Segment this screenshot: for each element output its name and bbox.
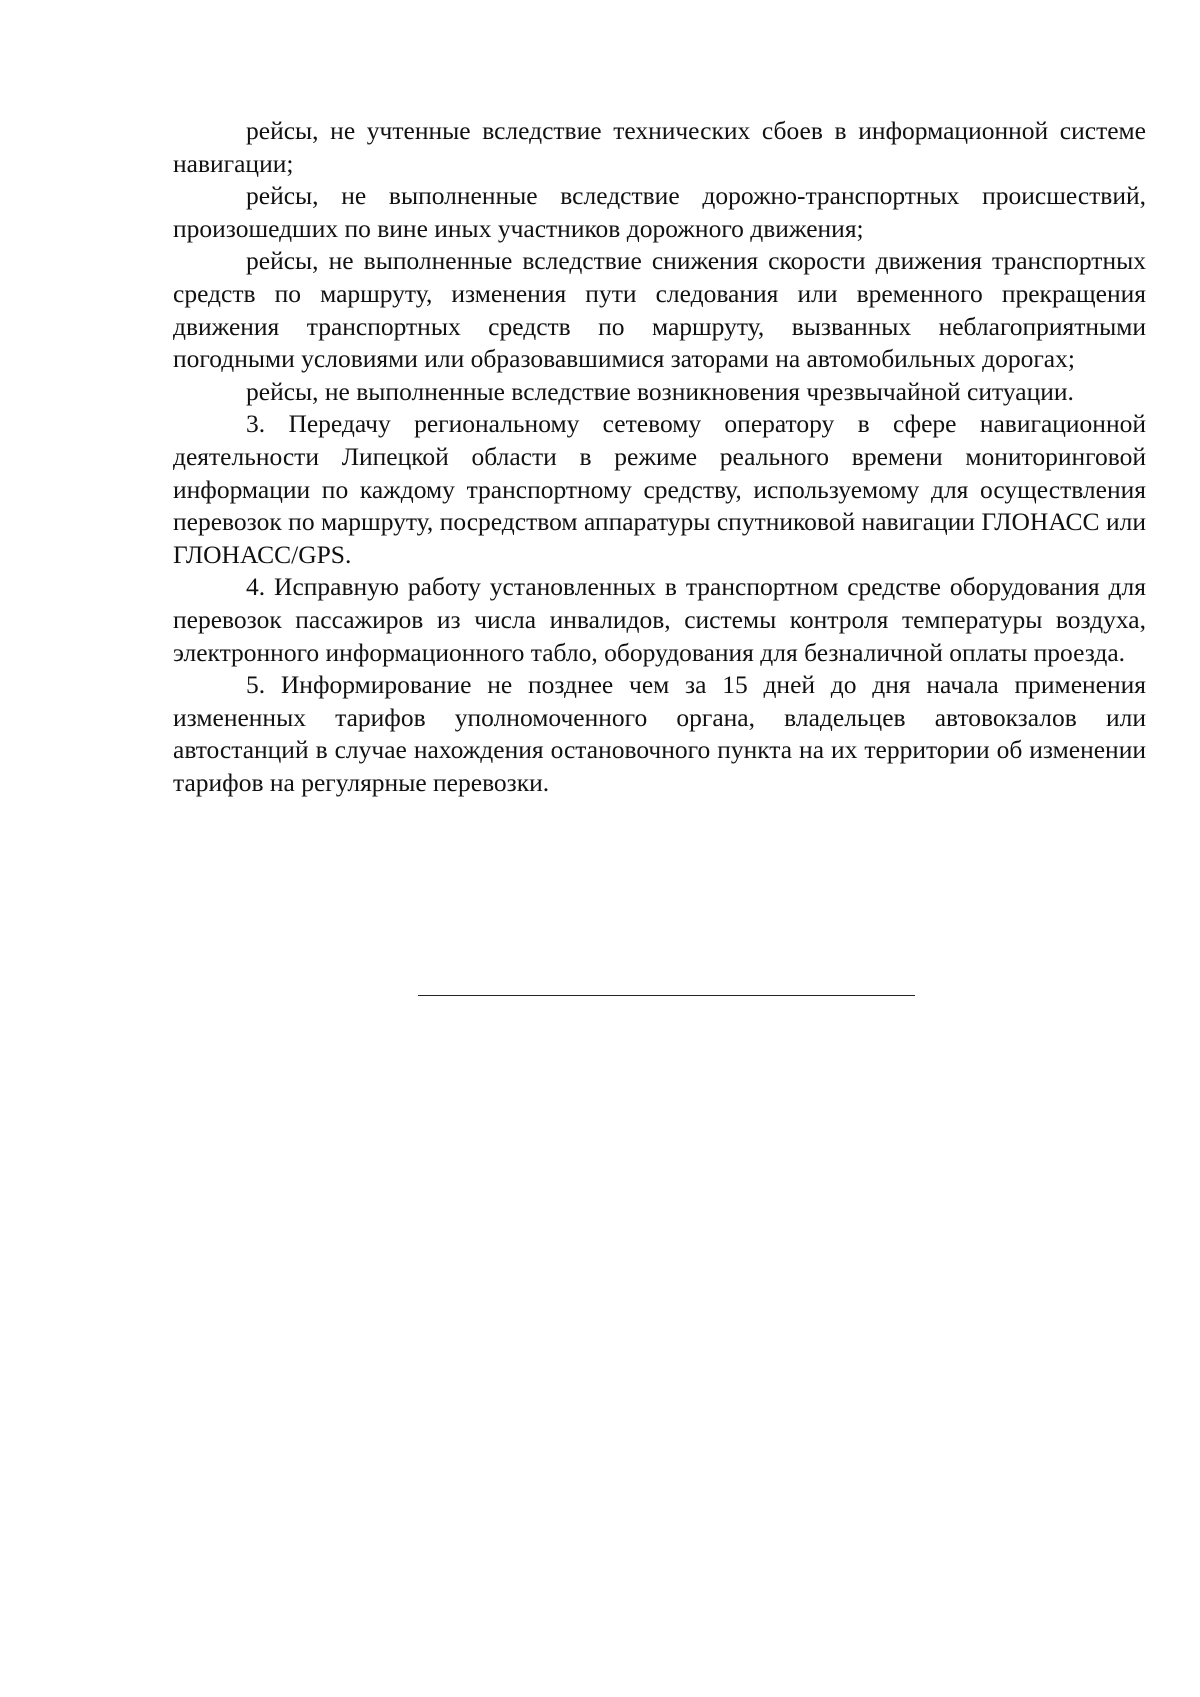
document-body (173, 115, 1146, 799)
paragraph-trips-accidents: рейсы, не выполненные вследствие дорожно-транспортных происшествий, произошедших по вине иных участников дорожного движения; (173, 181, 1146, 243)
paragraph-item-5: 5. Информирование не позднее чем за 15 дней до дня начала применения измененных тарифов уполномоченного органа, владельцев автовокзалов или автостанций в случае нахождения остановочного пункта на их территории об изменении тарифов на регулярные перевозки. (173, 670, 1146, 797)
paragraph-trips-not-counted: рейсы, не учтенные вследствие технических сбоев в информационной системе навигации; (173, 116, 1146, 178)
paragraph-item-3: 3. Передачу региональному сетевому оператору в сфере навигационной деятельности Липецкой области в режиме реального времени мониторинговой информации по каждому транспортному средству, используемому для осуществления перевозок по маршруту, посредством аппаратуры спутниковой навигации ГЛОНАСС или ГЛОНАСС/GPS. (173, 409, 1146, 569)
paragraph-trips-emergency: рейсы, не выполненные вследствие возникновения чрезвычайной ситуации. (246, 376, 1074, 406)
paragraph-trips-weather: рейсы, не выполненные вследствие снижения скорости движения транспортных средств по маршруту, изменения пути следования или временного прекращения движения транспортных средств по маршруту, вызванных неблагоприятными погодными условиями или образовавшимися заторами на автомобильных дорогах; (173, 246, 1146, 374)
paragraph-item-4: 4. Исправную работу установленных в транспортном средстве оборудования для перевозок пассажиров из числа инвалидов, системы контроля температуры воздуха, электронного информационного табло, оборудования для безналичной оплаты проезда. (173, 572, 1146, 667)
end-separator-line (418, 995, 915, 996)
